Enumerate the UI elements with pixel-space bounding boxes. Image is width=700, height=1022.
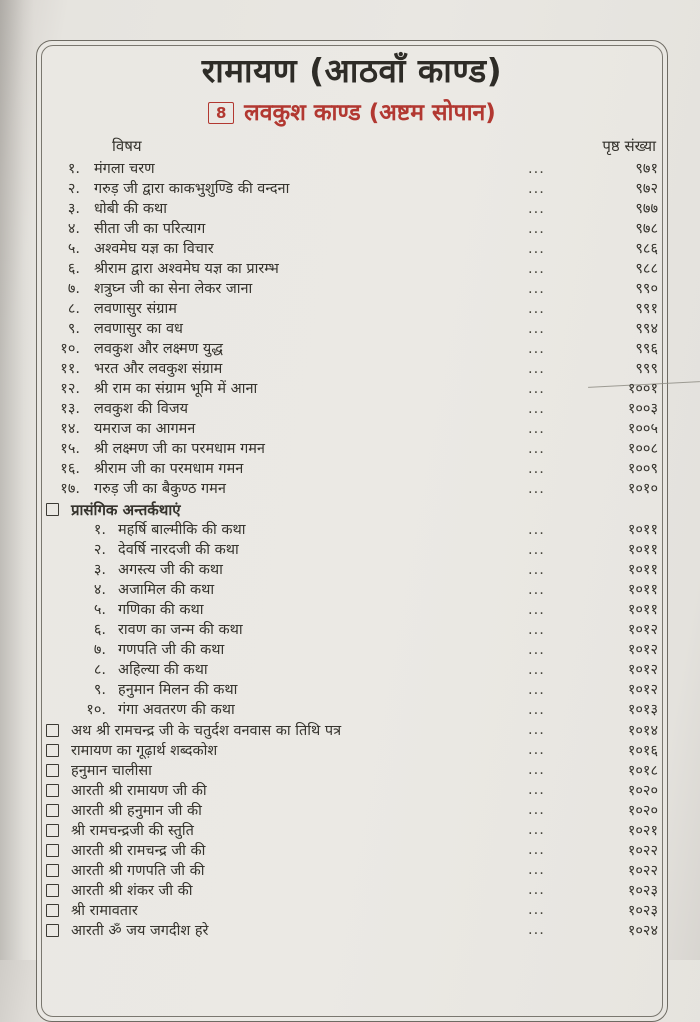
checkbox-icon (46, 824, 59, 837)
item-title: आरती श्री शंकर जी की (71, 883, 193, 899)
leader-dots: ... (528, 742, 545, 758)
item-page-number: १००९ (627, 461, 658, 477)
leader-dots: ... (528, 562, 545, 578)
item-page-number: १०११ (627, 602, 658, 618)
toc-row (46, 279, 658, 299)
item-page-number: ९७७ (635, 201, 658, 217)
subject-column-header: विषय (112, 137, 142, 155)
toc-row (46, 419, 658, 439)
item-number: ६. (67, 261, 80, 277)
item-title: श्री रामचन्द्रजी की स्तुति (71, 823, 194, 839)
toc-row (46, 399, 658, 419)
item-number: २. (67, 181, 80, 197)
toc-row (46, 600, 658, 620)
leader-dots: ... (528, 822, 545, 838)
toc-row (46, 620, 658, 640)
toc-row (46, 560, 658, 580)
item-number: २. (93, 542, 106, 558)
checkbox-icon (46, 844, 59, 857)
leader-dots: ... (528, 241, 545, 257)
leader-dots: ... (528, 602, 545, 618)
toc-row (46, 319, 658, 339)
item-page-number: ९७२ (635, 181, 658, 197)
leader-dots: ... (528, 381, 545, 397)
item-number: ७. (93, 642, 106, 658)
item-page-number: १०१३ (627, 702, 658, 718)
leader-dots: ... (528, 481, 545, 497)
item-title: श्रीराम द्वारा अश्वमेघ यज्ञ का प्रारम्भ (94, 261, 279, 277)
toc-row (46, 820, 658, 840)
toc-row (46, 800, 658, 820)
sub-section-header (46, 499, 658, 520)
item-number: ७. (67, 281, 80, 297)
item-page-number: १००१ (627, 381, 658, 397)
leader-dots: ... (528, 341, 545, 357)
item-number: १०. (86, 702, 106, 718)
toc-row (46, 159, 658, 179)
item-title: भरत और लवकुश संग्राम (94, 361, 223, 377)
checkbox-icon (46, 904, 59, 917)
page-title: रामायण (आठवाँ काण्ड) (201, 51, 503, 90)
leader-dots: ... (528, 461, 545, 477)
item-title: लवकुश की विजय (94, 401, 188, 417)
item-page-number: १०१८ (627, 763, 658, 779)
toc-row (46, 239, 658, 259)
item-title: रावण का जन्म की कथा (118, 622, 243, 638)
leader-dots: ... (528, 682, 545, 698)
item-page-number: १००५ (627, 421, 658, 437)
checkbox-icon (46, 924, 59, 937)
item-title: धोबी की कथा (94, 201, 167, 217)
leader-dots: ... (528, 321, 545, 337)
item-title: गरुड़ जी द्वारा काकभुशुण्डि की वन्दना (94, 181, 290, 197)
leader-dots: ... (528, 542, 545, 558)
item-page-number: १०११ (627, 542, 658, 558)
item-title: अथ श्री रामचन्द्र जी के चतुर्दश वनवास का तिथि पत्र (71, 723, 342, 739)
item-number: १६. (60, 461, 80, 477)
item-number: १०. (60, 341, 80, 357)
toc-row (46, 660, 658, 680)
sub-toc-list (46, 520, 658, 720)
toc-row (46, 760, 658, 780)
toc-row (46, 199, 658, 219)
item-page-number: १०१२ (627, 642, 658, 658)
item-title: अगस्त्य जी की कथा (118, 562, 223, 578)
item-number: ५. (67, 241, 80, 257)
item-number: ४. (93, 582, 106, 598)
toc-row (46, 740, 658, 760)
toc-row (46, 359, 658, 379)
item-number: ९. (67, 321, 80, 337)
item-title: गरुड़ जी का बैकुण्ठ गमन (94, 481, 226, 497)
item-number: ९. (93, 682, 106, 698)
item-title: देवर्षि नारदजी की कथा (118, 542, 239, 558)
item-page-number: १०१० (627, 481, 658, 497)
toc-row (46, 479, 658, 499)
column-headers (46, 133, 658, 159)
leader-dots: ... (528, 622, 545, 638)
item-title: गणिका की कथा (118, 602, 204, 618)
item-page-number: ९९० (635, 281, 658, 297)
item-title: श्रीराम जी का परमधाम गमन (94, 461, 244, 477)
sub-section-heading-label: प्रासंगिक अन्तर्कथाएं (71, 500, 181, 519)
toc-row (46, 520, 658, 540)
item-page-number: १०११ (627, 562, 658, 578)
item-number: ३. (67, 201, 80, 217)
item-number: १७. (60, 481, 80, 497)
item-title: गणपति जी की कथा (118, 642, 225, 658)
toc-row (46, 780, 658, 800)
item-title: आरती श्री रामचन्द्र जी की (71, 843, 206, 859)
item-number: १२. (60, 381, 80, 397)
table-of-contents (46, 44, 658, 940)
leader-dots: ... (528, 421, 545, 437)
item-title: आरती ॐ जय जगदीश हरे (71, 923, 209, 939)
leader-dots: ... (528, 441, 545, 457)
toc-row (46, 339, 658, 359)
toc-row (46, 379, 658, 399)
leader-dots: ... (528, 361, 545, 377)
item-number: ४. (67, 221, 80, 237)
page-number-column-header: पृष्ठ संख्या (602, 137, 656, 155)
item-title: लवणासुर संग्राम (94, 301, 177, 317)
leader-dots: ... (528, 922, 545, 938)
leader-dots: ... (528, 582, 545, 598)
item-title: अश्वमेघ यज्ञ का विचार (94, 241, 214, 257)
leader-dots: ... (528, 722, 545, 738)
checkbox-icon (46, 744, 59, 757)
checkbox-icon (46, 503, 59, 516)
leader-dots: ... (528, 522, 545, 538)
leader-dots: ... (528, 782, 545, 798)
section-number-badge: 8 (208, 102, 234, 124)
item-number: १. (93, 522, 106, 538)
item-number: १४. (60, 421, 80, 437)
item-title: मंगला चरण (94, 161, 155, 177)
toc-row (46, 720, 658, 740)
toc-row (46, 259, 658, 279)
item-page-number: १००३ (627, 401, 658, 417)
item-page-number: १०२२ (627, 863, 658, 879)
item-page-number: ९९१ (635, 301, 658, 317)
item-title: आरती श्री गणपति जी की (71, 863, 205, 879)
checkbox-icon (46, 724, 59, 737)
toc-row (46, 680, 658, 700)
toc-row (46, 840, 658, 860)
item-title: अजामिल की कथा (118, 582, 215, 598)
item-page-number: ९७८ (635, 221, 658, 237)
leader-dots: ... (528, 662, 545, 678)
toc-row (46, 299, 658, 319)
toc-row (46, 880, 658, 900)
item-title: आरती श्री हनुमान जी की (71, 803, 202, 819)
item-page-number: १०१२ (627, 662, 658, 678)
checkbox-icon (46, 784, 59, 797)
item-title: श्री रामावतार (71, 903, 138, 919)
item-title: अहिल्या की कथा (118, 662, 208, 678)
leader-dots: ... (528, 642, 545, 658)
main-toc-list (46, 159, 658, 499)
toc-row (46, 580, 658, 600)
item-title: सीता जी का परित्याग (94, 221, 206, 237)
leader-dots: ... (528, 862, 545, 878)
toc-row (46, 219, 658, 239)
leader-dots: ... (528, 181, 545, 197)
item-page-number: ९९६ (635, 341, 658, 357)
item-page-number: १०२२ (627, 843, 658, 859)
toc-row (46, 900, 658, 920)
item-title: आरती श्री रामायण जी की (71, 783, 207, 799)
checkbox-icon (46, 804, 59, 817)
item-page-number: ९८८ (635, 261, 658, 277)
book-spine-shadow (0, 0, 34, 960)
item-page-number: ९९४ (635, 321, 658, 337)
checkbox-icon (46, 764, 59, 777)
toc-row (46, 439, 658, 459)
item-title: लवणासुर का वध (94, 321, 183, 337)
item-page-number: १०२१ (627, 823, 658, 839)
item-title: श्री राम का संग्राम भूमि में आना (94, 381, 258, 397)
leader-dots: ... (528, 281, 545, 297)
toc-row (46, 920, 658, 940)
toc-row (46, 700, 658, 720)
item-page-number: १०११ (627, 522, 658, 538)
item-title: यमराज का आगमन (94, 421, 196, 437)
toc-row (46, 640, 658, 660)
item-number: १३. (60, 401, 80, 417)
item-title: गंगा अवतरण की कथा (118, 702, 235, 718)
item-page-number: १०१६ (627, 743, 658, 759)
item-title: शत्रुघ्न जी का सेना लेकर जाना (94, 281, 253, 297)
item-page-number: १००८ (627, 441, 658, 457)
item-page-number: १०२३ (627, 903, 658, 919)
item-title: रामायण का गूढ़ार्थ शब्दकोश (71, 743, 218, 759)
item-page-number: १०२० (627, 803, 658, 819)
leader-dots: ... (528, 221, 545, 237)
leader-dots: ... (528, 902, 545, 918)
item-page-number: १०२३ (627, 883, 658, 899)
item-title: महर्षि बाल्मीकि की कथा (118, 522, 246, 538)
item-number: ६. (93, 622, 106, 638)
item-page-number: १०२० (627, 783, 658, 799)
leader-dots: ... (528, 401, 545, 417)
leader-dots: ... (528, 301, 545, 317)
item-number: ८. (93, 662, 106, 678)
item-number: ११. (60, 361, 80, 377)
item-page-number: ९९९ (635, 361, 658, 377)
toc-row (46, 860, 658, 880)
leader-dots: ... (528, 802, 545, 818)
item-title: लवकुश और लक्ष्मण युद्ध (94, 341, 223, 357)
section-heading (46, 97, 658, 129)
item-number: १५. (60, 441, 80, 457)
toc-row (46, 459, 658, 479)
item-page-number: ९८६ (635, 241, 658, 257)
item-number: ५. (93, 602, 106, 618)
checkbox-icon (46, 864, 59, 877)
toc-row (46, 179, 658, 199)
item-number: १. (67, 161, 80, 177)
item-number: ८. (67, 301, 80, 317)
item-number: ३. (93, 562, 106, 578)
item-page-number: १०१२ (627, 622, 658, 638)
item-page-number: १०११ (627, 582, 658, 598)
toc-row (46, 540, 658, 560)
leader-dots: ... (528, 842, 545, 858)
leader-dots: ... (528, 201, 545, 217)
item-title: हनुमान मिलन की कथा (118, 682, 238, 698)
item-title: श्री लक्ष्मण जी का परमधाम गमन (94, 441, 265, 457)
item-page-number: १०१४ (627, 723, 658, 739)
checkbox-icon (46, 884, 59, 897)
leader-dots: ... (528, 261, 545, 277)
item-title: हनुमान चालीसा (71, 763, 152, 779)
item-page-number: ९७१ (635, 161, 658, 177)
leader-dots: ... (528, 702, 545, 718)
leader-dots: ... (528, 161, 545, 177)
leader-dots: ... (528, 762, 545, 778)
section-title: लवकुश काण्ड (अष्टम सोपान) (244, 100, 496, 126)
item-page-number: १०२४ (627, 923, 658, 939)
item-page-number: १०१२ (627, 682, 658, 698)
appendix-toc-list (46, 720, 658, 940)
leader-dots: ... (528, 882, 545, 898)
